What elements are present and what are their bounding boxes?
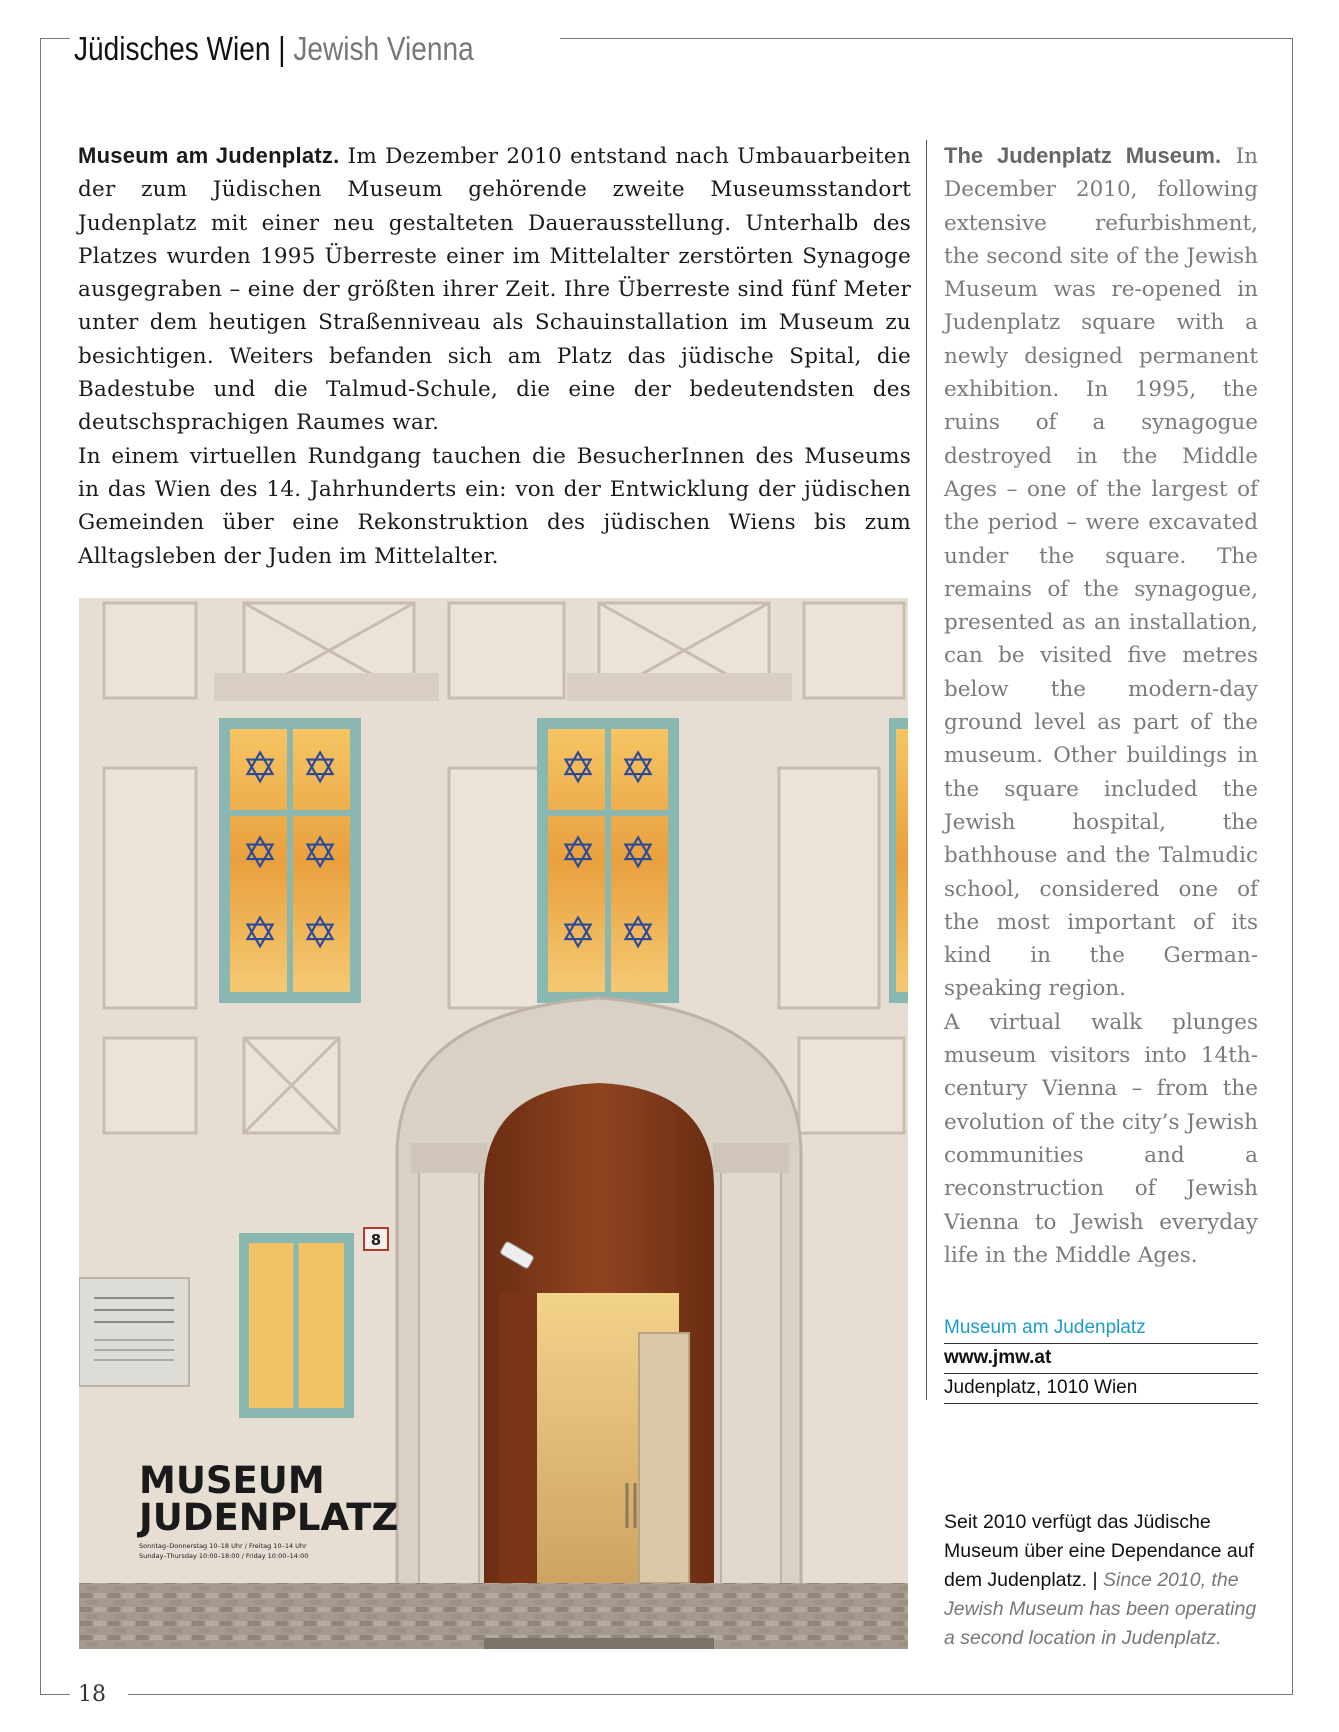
memorial-plaque — [79, 1278, 189, 1386]
svg-text:✡: ✡ — [301, 828, 339, 879]
museum-facade-photo — [79, 598, 908, 1649]
house-number: 8 — [370, 1231, 382, 1249]
museum-info — [944, 1314, 1258, 1404]
article-en-para2: A virtual walk plunges museum visitors into 14th-century Vienna – from the evolution of the city’s Jewish communities and a reconstruction of Jewish Vienna to Jewish everyday life in the Middle Ages. — [944, 1009, 1258, 1268]
frame-line-right — [1292, 38, 1293, 1694]
article-en-para1-text: In December 2010, following extensive refurbishment, the second site of the Jewish Museum was re-opened in Judenplatz square with a newly designed permanent exhibition. In 1995, the ruins of a synagogue destroyed in the Middle Ages – one of the largest of the period – were excavated under the square. The remains of the synagogue, presented as an installation, can be visited five metres below the modern-day ground level as part of the museum. Other buildings in the square included the Jewish hospital, the bathhouse and the Talmudic school, considered one of the most important of its kind in the German-speaking region. — [944, 144, 1258, 1002]
header-separator: | — [278, 30, 286, 67]
sign-hours-en: Sunday–Thursday 10:00–18:00 / Friday 10:00–14:00 — [139, 1552, 309, 1560]
svg-text:✡: ✡ — [619, 828, 657, 879]
page-header — [74, 30, 474, 68]
stained-glass-window-left — [219, 718, 361, 1003]
frame-line-bottom-left — [40, 1694, 70, 1695]
caption-separator: | — [1092, 1569, 1098, 1591]
caption-en: Since 2010, the Jewish Museum has been operating a second location in Judenplatz. — [944, 1569, 1257, 1649]
address: Judenplatz, 1010 Wien — [944, 1374, 1258, 1404]
header-title-de: Jüdisches Wien — [74, 30, 271, 67]
svg-text:✡: ✡ — [301, 743, 339, 794]
header-title-en: Jewish Vienna — [293, 30, 474, 67]
article-de-lead: Museum am Judenplatz. — [78, 143, 340, 168]
page-number: 18 — [78, 1682, 106, 1707]
frame-line-left — [40, 38, 41, 1694]
article-en-lead: The Judenplatz Museum. — [944, 143, 1222, 168]
frame-line-top-right — [560, 38, 1292, 39]
svg-text:✡: ✡ — [241, 828, 279, 879]
museum-name: Museum am Judenplatz — [944, 1314, 1258, 1344]
stained-glass-window-right — [537, 718, 679, 1003]
article-en-para1 — [944, 139, 1258, 1006]
svg-text:✡: ✡ — [559, 828, 597, 879]
caption-de: Seit 2010 verfügt das Jüdische Museum über eine Dependance auf dem Judenplatz. — [944, 1511, 1255, 1591]
svg-text:✡: ✡ — [619, 908, 657, 959]
article-de-para1 — [78, 139, 911, 440]
svg-text:✡: ✡ — [241, 908, 279, 959]
frame-line-top-left — [40, 38, 70, 39]
svg-text:✡: ✡ — [619, 743, 657, 794]
svg-text:✡: ✡ — [301, 908, 339, 959]
sign-line-2: JUDENPLATZ — [139, 1496, 399, 1539]
frame-line-bottom-right — [128, 1694, 1293, 1695]
svg-text:✡: ✡ — [559, 743, 597, 794]
article-de-para2: In einem virtuellen Rundgang tauchen die BesucherInnen des Museums in das Wien des 14. Jahrhunderts ein: von der Entwicklung der jüdischen Gemeinden über eine Rekonstruktion des jüdischen Wiens bis zum Alltagsleben der Juden im Mittelalter. — [78, 443, 911, 569]
website-link[interactable]: www.jmw.at — [944, 1344, 1258, 1374]
svg-text:✡: ✡ — [241, 743, 279, 794]
article-de-para1-text: Im Dezember 2010 entstand nach Umbauarbeiten der zum Jüdischen Museum gehörende zweite Museumsstandort Judenplatz mit einer neu gestalteten Dauerausstellung. Unterhalb des Platzes wurden 1995 Überreste einer im Mittelalter zerstörten Synagoge ausgegraben – eine der größten ihrer Zeit. Ihre Überreste sind fünf Meter unter dem heutigen Straßenniveau als Schauinstallation im Museum zu besichtigen. Weiters befanden sich am Platz das jüdische Spital, die Badestube und die Talmud-Schule, die eine der bedeutendsten des deutschsprachigen Raumes war. — [78, 144, 911, 436]
sign-line-1: MUSEUM — [139, 1459, 325, 1502]
column-divider — [926, 140, 927, 1400]
svg-text:✡: ✡ — [559, 908, 597, 959]
article-en — [944, 139, 1258, 1272]
article-de — [78, 139, 911, 573]
photo-caption — [944, 1508, 1264, 1653]
sign-hours-de: Sonntag–Donnerstag 10–18 Uhr / Freitag 10–14 Uhr — [139, 1542, 307, 1550]
